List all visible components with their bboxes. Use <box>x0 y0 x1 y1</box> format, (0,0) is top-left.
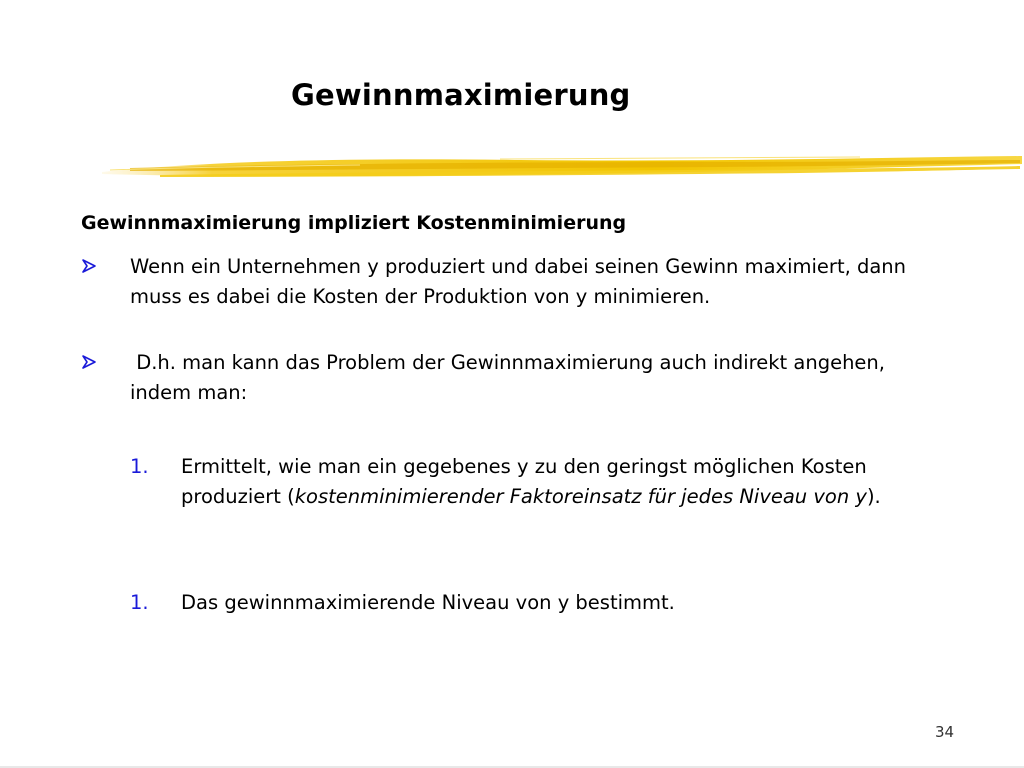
numbered-text: Das gewinnmaximierende Niveau von y bestimmt. <box>181 591 675 614</box>
list-number: 1. <box>130 591 149 614</box>
numbered-item <box>130 452 930 512</box>
arrow-bullet-icon <box>81 354 97 370</box>
slide-title: Gewinnmaximierung <box>291 78 631 112</box>
list-number: 1. <box>130 455 149 478</box>
subheading: Gewinnmaximierung impliziert Kostenminimierung <box>81 212 627 234</box>
numbered-text <box>181 452 930 512</box>
numbered-text-italic: kostenminimierender Faktoreinsatz für jedes Niveau von y <box>294 485 867 508</box>
numbered-text-after: ). <box>866 485 881 508</box>
bullet-text: Wenn ein Unternehmen y produziert und dabei seinen Gewinn maximiert, dann muss es dabei die Kosten der Produktion von y minimieren. <box>130 255 907 308</box>
bullet-text: D.h. man kann das Problem der Gewinnmaximierung auch indirekt angehen, indem man: <box>130 351 892 404</box>
brush-stroke-decoration <box>100 150 1024 186</box>
bullet-item <box>81 252 911 312</box>
page-number: 34 <box>935 723 955 741</box>
arrow-bullet-icon <box>81 258 97 274</box>
bullet-item <box>81 348 911 408</box>
numbered-item <box>130 588 930 618</box>
numbered-text-before: Ermittelt, wie man ein gegebenes y zu den geringst möglichen Kosten produziert ( <box>181 455 867 508</box>
